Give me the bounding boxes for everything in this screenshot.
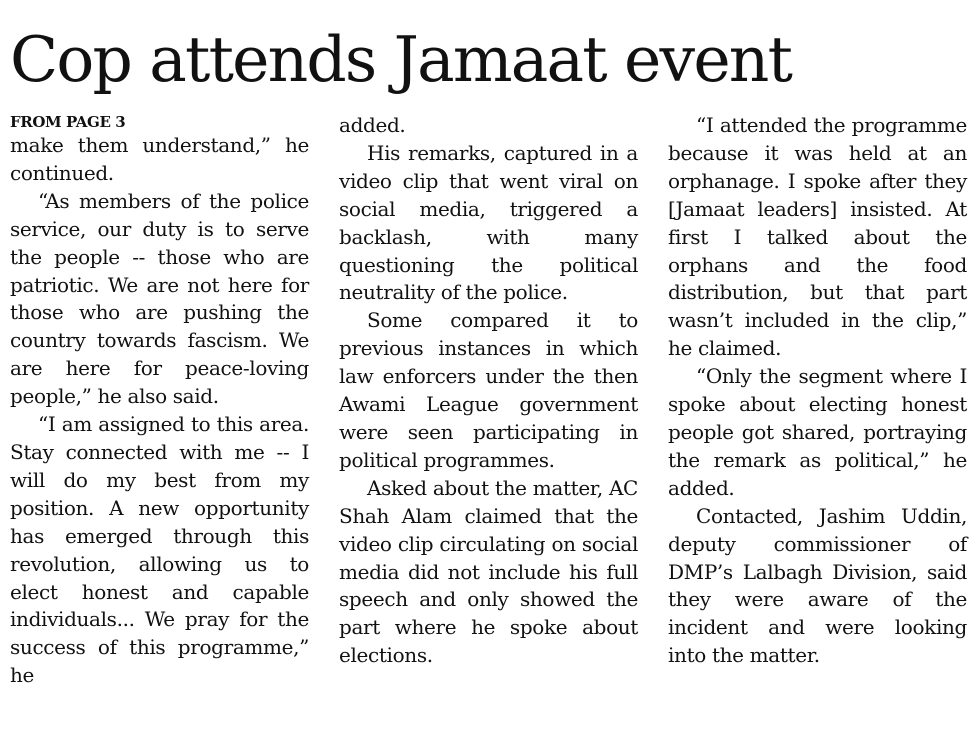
- paragraph: Some compared it to previous instances in which law enforcers under the then Awami League government were seen participating in political programmes.: [339, 308, 638, 472]
- article-column-3: [668, 112, 967, 670]
- paragraph: “I attended the programme because it was held at an orphanage. I spoke after they [Jamaat leaders] insisted. At first I talked about the orphans and the food distribution, but that part wasn’t included in the clip,” he claimed.: [668, 113, 967, 361]
- paragraph: Contacted, Jashim Uddin, deputy commissioner of DMP’s Lalbagh Division, said they were aware of the incident and were looking into the matter.: [668, 503, 967, 668]
- headline: Cop attends Jamaat event: [10, 23, 792, 96]
- paragraph: Asked about the matter, AC Shah Alam claimed that the video clip circulating on social media did not include his full speech and only showed the part where he spoke about elections.: [339, 475, 638, 668]
- paragraph: “Only the segment where I spoke about electing honest people got shared, portraying the remark as political,” he added.: [668, 364, 967, 500]
- article-column-1: [10, 112, 309, 690]
- paragraph: make them understand,” he continued.: [10, 133, 309, 185]
- paragraph: “I am assigned to this area. Stay connected with me -- I will do my best from my position. A new opportunity has emerged through this revolution, allowing us to elect honest and capable individuals... We pray for the success of this programme,” he: [10, 412, 309, 688]
- article-column-2: [339, 112, 638, 670]
- paragraph: added.: [339, 113, 406, 137]
- paragraph: His remarks, captured in a video clip that went viral on social media, triggered a backlash, with many questioning the political neutrality of the police.: [339, 140, 638, 305]
- paragraph: “As members of the police service, our duty is to serve the people -- those who are patriotic. We are not here for those who are pushing the country towards fascism. We are here for peace-loving people,” he also said.: [10, 188, 309, 409]
- continuation-label: FROM PAGE 3: [10, 113, 126, 131]
